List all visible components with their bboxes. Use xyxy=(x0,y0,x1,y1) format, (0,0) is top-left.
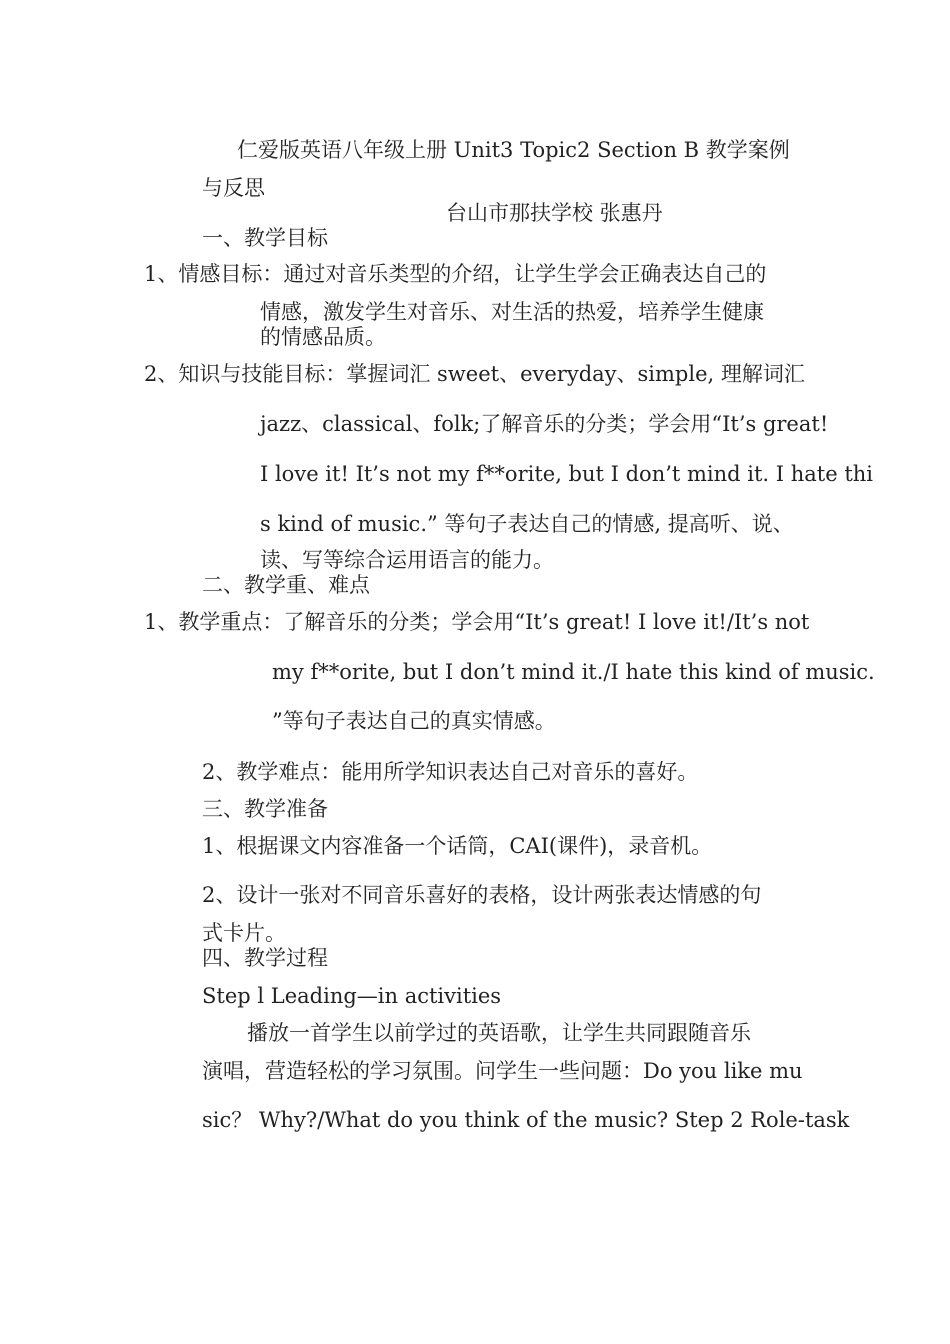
key-point-1-line-3: ”等句子表达自己的真实情感。 xyxy=(272,709,556,733)
section-heading-process: 四、教学过程 xyxy=(202,946,328,970)
preparation-2-line-2: 式卡片。 xyxy=(202,921,286,945)
step-1-line-1: 播放一首学生以前学过的英语歌，让学生共同跟随音乐 xyxy=(247,1021,751,1045)
goal-1-line-3: 的情感品质。 xyxy=(260,325,386,349)
key-point-2-line-1: 2、教学难点：能用所学知识表达自己对音乐的喜好。 xyxy=(202,760,699,784)
section-heading-goals: 一、教学目标 xyxy=(202,226,328,250)
goal-2-line-5: 读、写等综合运用语言的能力。 xyxy=(260,548,554,572)
goal-2-line-2: jazz、classical、folk;了解音乐的分类；学会用“It’s great! xyxy=(260,412,829,436)
preparation-1-line-1: 1、根据课文内容准备一个话筒，CAI(课件)，录音机。 xyxy=(202,834,713,858)
preparation-2-line-1: 2、设计一张对不同音乐喜好的表格，设计两张表达情感的句 xyxy=(202,883,762,907)
step-1-heading: Step l Leading—in activities xyxy=(202,984,502,1008)
goal-2-line-4: s kind of music.” 等句子表达自己的情感, 提高听、说、 xyxy=(260,512,794,536)
goal-1-line-2: 情感，激发学生对音乐、对生活的热爱，培养学生健康 xyxy=(260,300,764,324)
goal-2-line-1: 2、知识与技能目标：掌握词汇 sweet、everyday、simple, 理解词汇 xyxy=(144,362,805,386)
goal-1-line-1: 1、情感目标：通过对音乐类型的介绍，让学生学会正确表达自己的 xyxy=(144,262,767,286)
step-1-line-3: sic？ Why?/What do you think of the music? Step 2 Role-task xyxy=(202,1108,850,1132)
document-title-line-2: 与反思 xyxy=(202,176,265,200)
step-1-line-2: 演唱，营造轻松的学习氛围。问学生一些问题：Do you like mu xyxy=(202,1059,803,1083)
section-heading-preparation: 三、教学准备 xyxy=(202,797,328,821)
goal-2-line-3: I love it! It’s not my f**orite, but I don’t mind it. I hate thi xyxy=(260,462,874,486)
document-title-line-1: 仁爱版英语八年级上册 Unit3 Topic2 Section B 教学案例 xyxy=(237,138,790,162)
key-point-1-line-2: my f**orite, but I don’t mind it./I hate this kind of music. xyxy=(272,660,875,684)
author-line: 台山市那扶学校 张惠丹 xyxy=(446,201,663,225)
key-point-1-line-1: 1、教学重点：了解音乐的分类；学会用“It’s great! I love it!/It’s not xyxy=(144,610,810,634)
section-heading-key-points: 二、教学重、难点 xyxy=(202,573,370,597)
